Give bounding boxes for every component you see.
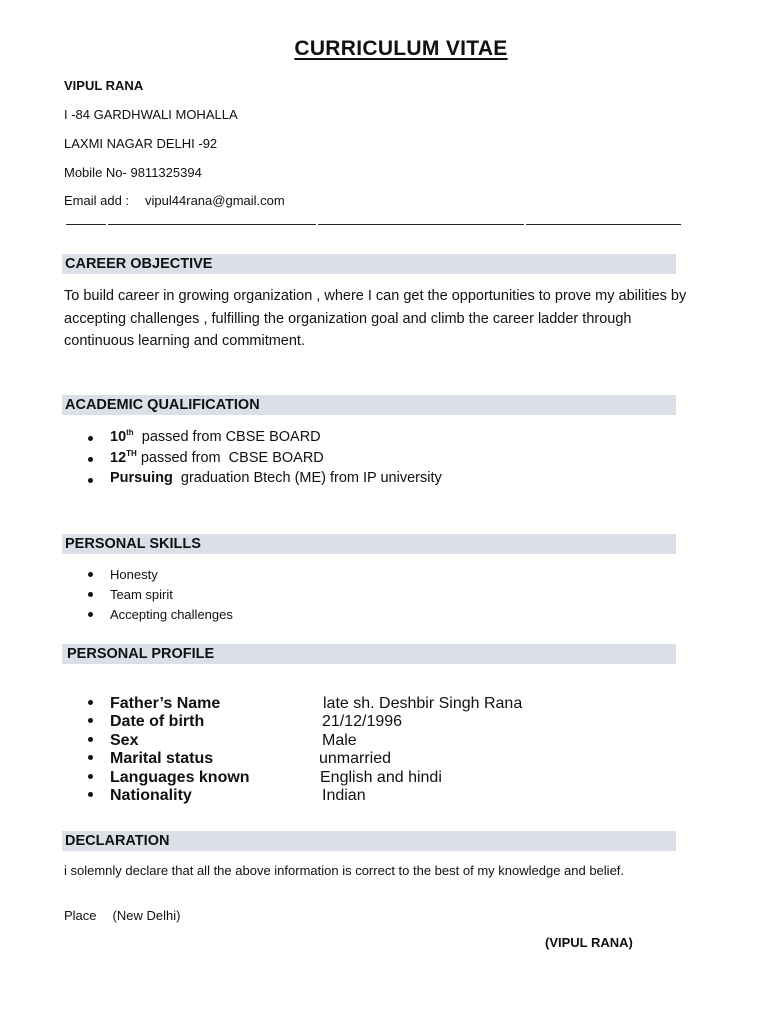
profile-key: Date of birth — [110, 713, 205, 730]
bullet-icon — [88, 700, 93, 705]
profile-value: Indian — [322, 787, 366, 804]
career-objective-text: To build career in growing organization , where I can get the opportunities to prove my abilities by accepting challenges , fulfilling the organization goal and climb the career ladder through continuous learning and commitment. — [64, 288, 687, 349]
profile-key: Sex — [110, 732, 139, 749]
profile-key: Languages known — [110, 769, 250, 786]
bullet-icon — [88, 792, 93, 797]
profile-key: Father’s Name — [110, 695, 221, 712]
bullet-icon — [88, 592, 93, 597]
academic-item: 12TH passed from CBSE BOARD — [110, 449, 324, 466]
place-value: (New Delhi) — [112, 908, 181, 923]
skill-item: Accepting challenges — [110, 607, 233, 622]
declaration-text: i solemnly declare that all the above information is correct to the best of my knowledge and belief. — [64, 863, 625, 878]
profile-key: Nationality — [110, 787, 192, 804]
academic-item: 10th passed from CBSE BOARD — [110, 428, 321, 445]
bullet-icon — [88, 755, 93, 760]
bullet-icon — [88, 436, 93, 441]
bullet-icon — [88, 737, 93, 742]
bullet-icon — [88, 478, 93, 483]
mobile-number: Mobile No- 9811325394 — [64, 165, 202, 180]
divider-segment — [318, 224, 524, 225]
skill-item: Team spirit — [110, 587, 173, 602]
place-label: Place — [64, 908, 97, 923]
divider-segment — [108, 224, 316, 225]
bullet-icon — [88, 457, 93, 462]
bullet-icon — [88, 774, 93, 779]
profile-value: Male — [322, 732, 357, 749]
bullet-icon — [88, 612, 93, 617]
document-title: CURRICULUM VITAE — [294, 37, 508, 60]
profile-value: English and hindi — [320, 769, 442, 786]
profile-value: unmarried — [319, 750, 392, 767]
place-line — [64, 908, 180, 923]
email-label: Email add : — [64, 193, 130, 208]
address-line-1: I -84 GARDHWALI MOHALLA — [64, 107, 238, 122]
contact-name: VIPUL RANA — [64, 78, 144, 93]
profile-key: Marital status — [110, 750, 214, 767]
skill-item: Honesty — [110, 567, 158, 582]
email-line — [64, 193, 285, 208]
divider-segment — [526, 224, 681, 225]
section-heading-declaration: DECLARATION — [62, 831, 676, 851]
section-heading-career-objective: CAREER OBJECTIVE — [62, 254, 676, 274]
profile-value: 21/12/1996 — [322, 713, 403, 730]
signature: (VIPUL RANA) — [545, 935, 633, 950]
section-heading-profile: PERSONAL PROFILE — [62, 644, 676, 664]
section-heading-academic: ACADEMIC QUALIFICATION — [62, 395, 676, 415]
profile-value: late sh. Deshbir Singh Rana — [323, 695, 523, 712]
bullet-icon — [88, 572, 93, 577]
divider-segment — [66, 224, 106, 225]
bullet-icon — [88, 718, 93, 723]
address-line-2: LAXMI NAGAR DELHI -92 — [64, 136, 218, 151]
email-value: vipul44rana@gmail.com — [145, 193, 285, 208]
academic-item: Pursuing graduation Btech (ME) from IP university — [110, 470, 442, 486]
section-heading-skills: PERSONAL SKILLS — [62, 534, 676, 554]
